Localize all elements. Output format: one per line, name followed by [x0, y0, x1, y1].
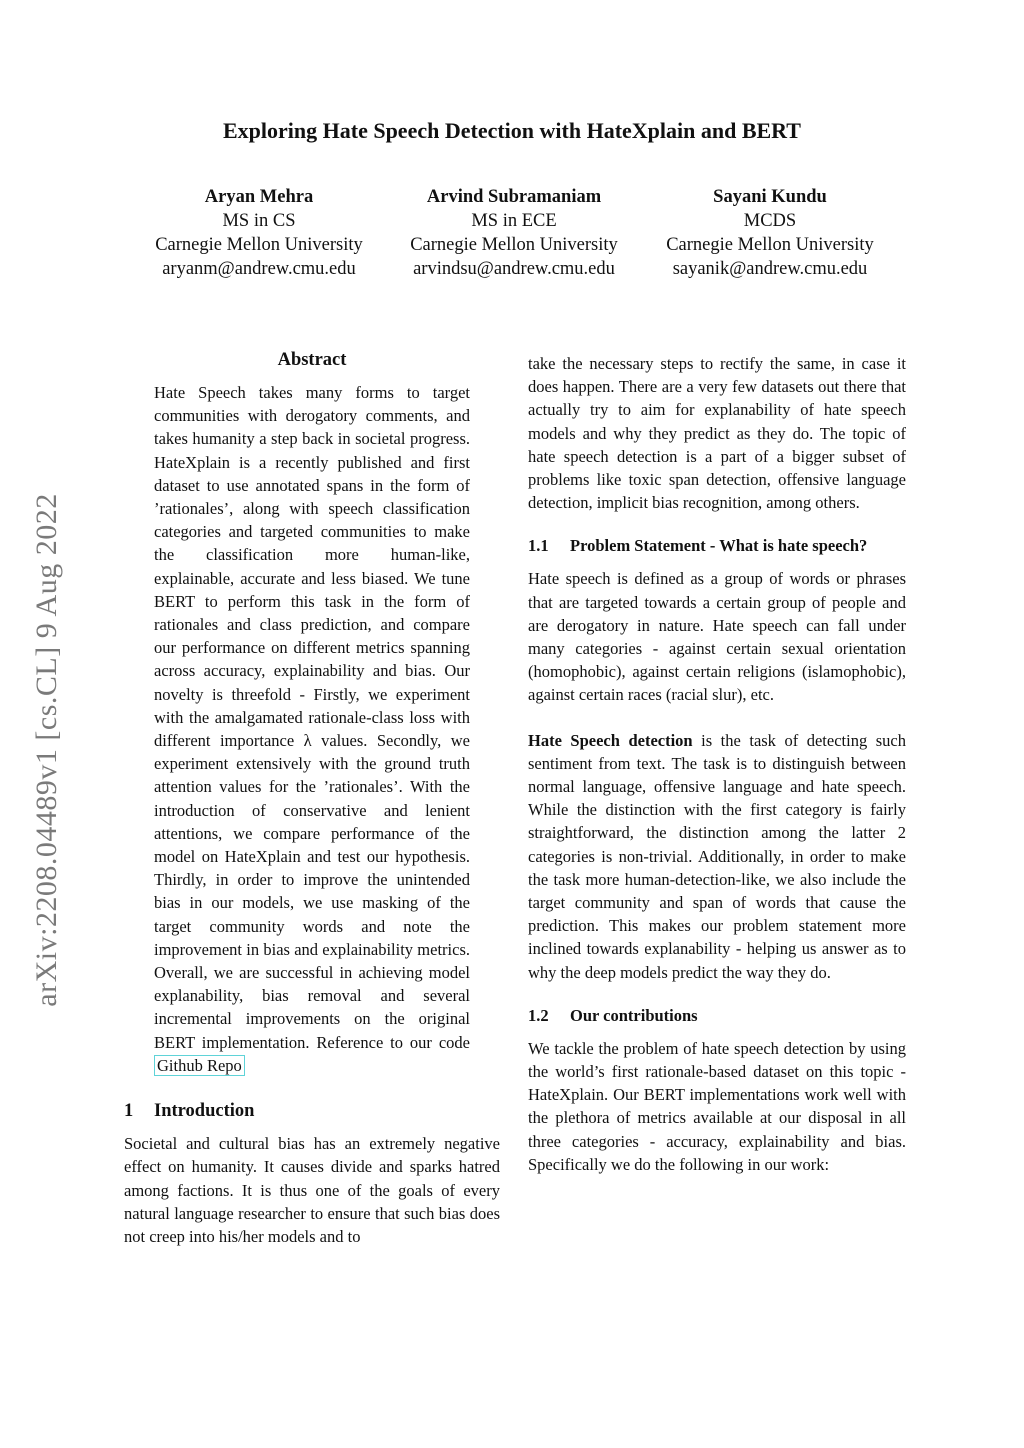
subsection-heading-contributions	[528, 1004, 906, 1027]
detection-text: is the task of detecting such sentiment from text. The task is to distinguish between normal language, offensive language and hate speech. While the distinction with the first category is fairly straightforward, the distinction among the latter 2 categories is non-trivial. Additionally, in order to make the task more human-detection-like, we also include the target community and span of words that cause the prediction. This makes our problem statement more inclined towards explanability - helping us answer as to why the deep models predict the way they do.	[528, 730, 906, 982]
author-email: sayanik@andrew.cmu.edu	[672, 259, 868, 279]
author-affiliation: Carnegie Mellon University	[666, 235, 874, 255]
author-email: aryanm@andrew.cmu.edu	[162, 259, 356, 279]
author-2	[389, 185, 639, 281]
abstract-body: Hate Speech takes many forms to target communities with derogatory comments, and takes humanity a step back in societal progress. HateXplain is a recently published and first dataset to use annotated spans in the form of ’rationales’, along with speech classification categories and targeted communities to make the classification more human-like, explainable, accurate and less biased. We tune BERT to perform this task in the form of rationales and class prediction, and compare our performance on different metrics spanning across accuracy, explainability and bias. Our novelty is threefold - Firstly, we experiment with the amalgamated rationale-class loss with different importance λ values. Secondly, we experiment extensively with the ground truth attention values for the ’rationales’. With the introduction of conservative and lenient attentions, we compare performance of the model on HateXplain and test our hypothesis. Thirdly, in order to improve the unintended bias in our models, we use masking of the target community words and note the improvement in bias and explainability metrics. Overall, we are successful in achieving model explanability, bias removal and several incremental improvements on the original BERT implementation. Reference to our code	[154, 383, 470, 1052]
author-affiliation: Carnegie Mellon University	[410, 235, 618, 255]
author-program: MS in CS	[222, 211, 296, 231]
section-number: 1	[124, 1101, 134, 1122]
author-1	[134, 185, 384, 281]
detection-paragraph	[528, 729, 906, 984]
problem-paragraph: Hate speech is defined as a group of words or phrases that are targeted towards a certain group of people and are derogatory in nature. Hate speech can fall under many categories - against certain sexual orientation (homophobic), against certain religions (islamophobic), against certain races (racial slur), etc.	[528, 569, 906, 705]
author-name: Sayani Kundu	[713, 187, 827, 207]
arxiv-stamp-text: arXiv:2208.04489v1 [cs.CL] 9 Aug 2022	[30, 493, 63, 1007]
abstract-text	[154, 381, 470, 1077]
bold-term: Hate Speech detection	[528, 730, 693, 750]
author-program: MS in ECE	[471, 211, 557, 231]
subsection-number: 1.1	[528, 536, 549, 556]
intro-paragraph: Societal and cultural bias has an extremely negative effect on humanity. It causes divide and sparks hatred among factions. It is thus one of the goals of every natural language researcher to ensure that such bias does not creep into his/her models and to	[124, 1134, 500, 1246]
section-title: Introduction	[154, 1101, 255, 1122]
author-affiliation: Carnegie Mellon University	[155, 235, 363, 255]
abstract-heading: Abstract	[277, 350, 347, 370]
right-column	[528, 352, 906, 1176]
subsection-title: Problem Statement - What is hate speech?	[570, 536, 868, 556]
paper-title: Exploring Hate Speech Detection with HateXplain and BERT	[223, 118, 801, 143]
section-heading-introduction	[124, 1101, 500, 1122]
contributions-paragraph: We tackle the problem of hate speech detection by using the world’s first rationale-based dataset on this topic - HateXplain. Our BERT implementations work well with the plethora of metrics available at our disposal in all three categories - accuracy, explainability and bias. Specifically we do the following in our work:	[528, 1038, 906, 1174]
intro-continuation: take the necessary steps to rectify the same, in case it does happen. There are a very few datasets out there that actually try to aim for explanability of hate speech models and why they predict as they do. The topic of hate speech detection is a part of a bigger subset of problems like toxic span detection, offensive language detection, implicit bias recognition, among others.	[528, 354, 906, 513]
author-email: arvindsu@andrew.cmu.edu	[413, 259, 615, 279]
left-column	[124, 350, 500, 1248]
author-name: Aryan Mehra	[204, 187, 314, 207]
author-3	[645, 185, 895, 281]
arxiv-stamp	[22, 455, 72, 1045]
subsection-number: 1.2	[528, 1005, 549, 1025]
github-repo-link[interactable]: Github Repo	[154, 1055, 245, 1076]
author-program: MCDS	[743, 211, 797, 231]
subsection-title: Our contributions	[570, 1005, 698, 1025]
subsection-heading-problem-statement	[528, 534, 906, 557]
author-name: Arvind Subramaniam	[426, 187, 602, 207]
